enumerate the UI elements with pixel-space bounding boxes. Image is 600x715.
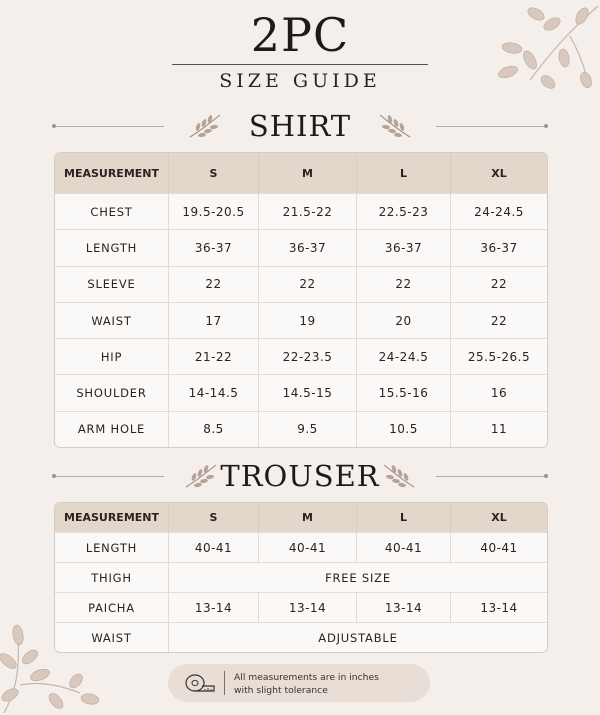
row-label: WAIST xyxy=(55,622,169,652)
table-row xyxy=(55,532,547,562)
measuring-tape-icon xyxy=(184,672,216,694)
table-row xyxy=(55,266,547,302)
table-row xyxy=(55,193,547,229)
table-row xyxy=(55,374,547,410)
table-header-row xyxy=(55,503,547,532)
row-label: HIP xyxy=(55,338,169,374)
column-header: S xyxy=(169,153,259,193)
row-label: LENGTH xyxy=(55,229,169,265)
row-label: WAIST xyxy=(55,302,169,338)
row-label: PAICHA xyxy=(55,592,169,622)
table-header-row xyxy=(55,153,547,193)
table-cell: 40-41 xyxy=(259,532,357,562)
table-cell: 40-41 xyxy=(357,532,451,562)
page-title: 2PC xyxy=(250,8,350,62)
table-cell: 22-23.5 xyxy=(259,338,357,374)
table-cell: 10.5 xyxy=(357,411,451,447)
note-line: with slight tolerance xyxy=(234,685,328,696)
table-row xyxy=(55,592,547,622)
table-cell: 14.5-15 xyxy=(259,374,357,410)
table-cell: 9.5 xyxy=(259,411,357,447)
table-cell: 21-22 xyxy=(169,338,259,374)
sprig-icon xyxy=(376,111,414,141)
measurement-note xyxy=(168,664,430,702)
note-line: All measurements are in inches xyxy=(234,672,379,683)
row-label: LENGTH xyxy=(55,532,169,562)
shirt-size-table xyxy=(54,152,548,448)
column-header: S xyxy=(169,503,259,532)
table-row xyxy=(55,562,547,592)
table-cell: 22.5-23 xyxy=(357,193,451,229)
table-cell: 24-24.5 xyxy=(357,338,451,374)
table-cell: 22 xyxy=(259,266,357,302)
table-cell: 22 xyxy=(169,266,259,302)
row-label: THIGH xyxy=(55,562,169,592)
column-header: M xyxy=(259,153,357,193)
table-cell: 36-37 xyxy=(169,229,259,265)
table-row xyxy=(55,411,547,447)
table-cell: 36-37 xyxy=(259,229,357,265)
table-cell: 13-14 xyxy=(259,592,357,622)
trouser-heading: TROUSER xyxy=(220,459,380,493)
table-cell: 19.5-20.5 xyxy=(169,193,259,229)
table-cell: 36-37 xyxy=(451,229,547,265)
table-cell: 8.5 xyxy=(169,411,259,447)
shirt-heading: SHIRT xyxy=(248,109,352,143)
table-cell: 22 xyxy=(451,302,547,338)
row-label: CHEST xyxy=(55,193,169,229)
trouser-section-header xyxy=(0,459,600,495)
table-row xyxy=(55,622,547,652)
table-cell: 11 xyxy=(451,411,547,447)
merged-cell: ADJUSTABLE xyxy=(169,622,547,652)
divider-dot xyxy=(544,474,548,478)
table-cell: 16 xyxy=(451,374,547,410)
table-cell: 22 xyxy=(357,266,451,302)
table-cell: 20 xyxy=(357,302,451,338)
column-header: L xyxy=(357,153,451,193)
column-header: L xyxy=(357,503,451,532)
table-cell: 17 xyxy=(169,302,259,338)
table-cell: 21.5-22 xyxy=(259,193,357,229)
row-label: ARM HOLE xyxy=(55,411,169,447)
trouser-size-table xyxy=(54,502,548,653)
table-cell: 22 xyxy=(451,266,547,302)
table-cell: 13-14 xyxy=(451,592,547,622)
column-header: M xyxy=(259,503,357,532)
column-header: MEASUREMENT xyxy=(55,153,169,193)
table-cell: 40-41 xyxy=(169,532,259,562)
sprig-icon xyxy=(380,461,418,491)
table-cell: 19 xyxy=(259,302,357,338)
column-header: XL xyxy=(451,153,547,193)
title-divider xyxy=(172,64,428,65)
row-label: SLEEVE xyxy=(55,266,169,302)
table-cell: 24-24.5 xyxy=(451,193,547,229)
table-cell: 25.5-26.5 xyxy=(451,338,547,374)
table-cell: 14-14.5 xyxy=(169,374,259,410)
column-header: MEASUREMENT xyxy=(55,503,169,532)
note-text xyxy=(234,671,424,697)
page-subtitle: SIZE GUIDE xyxy=(219,70,381,92)
table-row xyxy=(55,229,547,265)
table-row xyxy=(55,338,547,374)
table-cell: 15.5-16 xyxy=(357,374,451,410)
merged-cell: FREE SIZE xyxy=(169,562,547,592)
divider-line xyxy=(436,476,544,477)
table-cell: 40-41 xyxy=(451,532,547,562)
shirt-section-header xyxy=(0,109,600,145)
divider-line xyxy=(436,126,544,127)
note-divider xyxy=(224,671,225,695)
column-header: XL xyxy=(451,503,547,532)
divider-dot xyxy=(544,124,548,128)
table-cell: 13-14 xyxy=(357,592,451,622)
table-row xyxy=(55,302,547,338)
table-cell: 13-14 xyxy=(169,592,259,622)
row-label: SHOULDER xyxy=(55,374,169,410)
table-cell: 36-37 xyxy=(357,229,451,265)
